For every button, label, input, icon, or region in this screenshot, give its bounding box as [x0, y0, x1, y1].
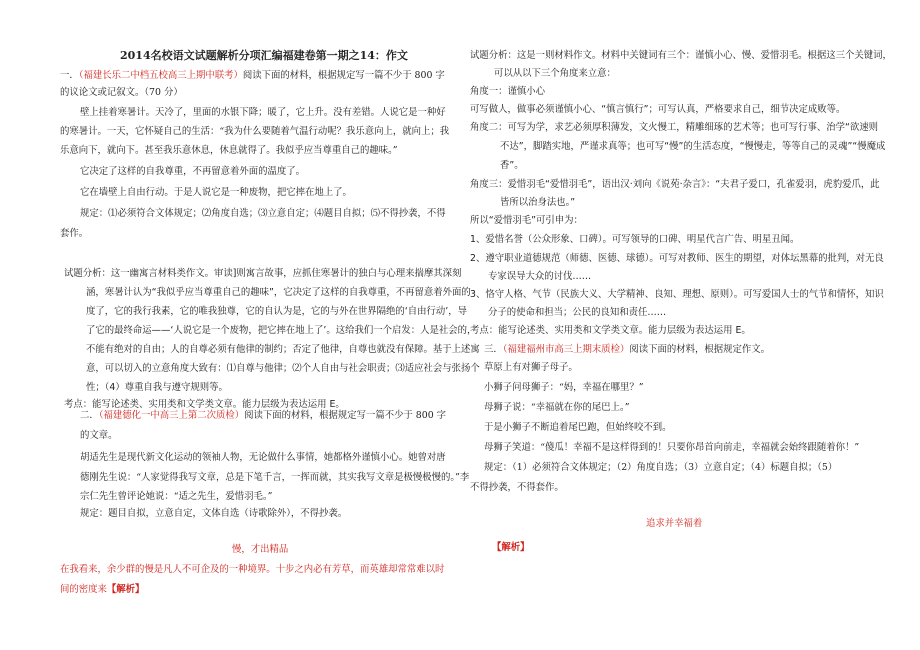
material-paragraph: 德刚先生说：“人家觉得我写文章，总是下笔千言，一挥而就，其实我写文章是极慢极慢的。”李 [80, 472, 470, 483]
analysis-paragraph: 可以从以下三个角度来立意： [494, 68, 616, 79]
writing-rules: 规定：题目自拟，立意自定，文体自选（诗歌除外），不得抄袭。 [80, 508, 348, 519]
material-paragraph: 草原上有对狮子母子。 [484, 362, 578, 373]
analysis-paragraph: 香”。 [500, 160, 524, 171]
essay-title: 慢，才出精品 [232, 544, 289, 555]
material-paragraph: 小狮子问母狮子：“妈，幸福在哪里？” [484, 382, 644, 393]
material-paragraph: 宗仁先生曾评论她说：“适之先生，爱惜羽毛。” [80, 491, 273, 502]
analysis-tag: 【解析】 [492, 542, 530, 553]
question-prompt: 阅读下面的材料，根据规定作文。 [629, 344, 770, 355]
essay-title: 追求并幸福着 [646, 518, 703, 529]
analysis-paragraph: 可写做人，做事必须谨慎小心、“慎言慎行”；可写认真，严格要求自己，细节决定成败等。 [470, 104, 846, 115]
question-source: （福建德化一中高三上第二次质检） [98, 410, 245, 421]
essay-excerpt: 在我看来，余少群的慢是凡人不可企及的一种境界。十步之内必有芳草，而英雄却常常难以时 [60, 564, 445, 575]
question-number: 三． [484, 344, 503, 355]
question-prompt-cont: 的议论文或记叙文。（70 分） [60, 87, 183, 98]
analysis-paragraph: 了它的最终命运——‘人说它是一个废物，把它摔在地上了’。这给我们一个启发：人是社会的， [86, 325, 477, 336]
material-paragraph: 它决定了这样的自我尊重，不再留意着外面的温度了。 [80, 166, 306, 177]
question-number: 一． [60, 70, 79, 81]
essay-excerpt-cont [60, 584, 144, 596]
list-item: 1、爱惜名誉（公众形象、口碑）。可写领导的口碑、明星代言广告、明星丑闻。 [470, 234, 800, 245]
material-paragraph: 壁上挂着寒暑计。天冷了，里面的水银下降；暖了，它上升。没有差错。人说它是一种好 [80, 107, 446, 118]
analysis-paragraph: 不能有绝对的自由；人的自尊必须有他律的制约；否定了他律，自尊也就没有保障。基于上述寓 [86, 344, 480, 355]
analysis-paragraph: 不达”，脚踏实地，严谨求真等；也可写“慢”的生活态度，“慢慢走，等等自己的灵魂”“慢魔成 [500, 141, 886, 152]
analysis-paragraph: 意，可以切入的立意角度大致有：⑴自尊与他律；⑵个人自由与社会职责；⑶适应社会与张扬个 [86, 363, 480, 374]
angle-heading: 角度一：谨慎小心 [470, 86, 546, 97]
writing-rules-cont: 套作。 [60, 228, 89, 239]
writing-rules: 规定：⑴必须符合文体规定；⑵角度自选；⑶立意自定；⑷题目自拟；⑸不得抄袭，不得 [80, 208, 446, 219]
analysis-paragraph: 涵，寒暑计认为“我似乎应当尊重自己的趣味”，它决定了这样的自我尊重，不再留意着外面的 [86, 287, 471, 298]
document-title: 2014名校语文试题解析分项汇编福建卷第一期之14：作文 [120, 49, 408, 62]
material-paragraph: 乐意向下，就向下。甚至我乐意休息，休息就得了。我似乎应当尊重自己的趣味。” [60, 145, 398, 156]
list-item: 3、恪守人格、气节（民族大义、大学精神、良知、理想、原则）。可写爱国人士的气节和情怀，知识 [470, 289, 884, 300]
angle-heading: 角度二：可写为学，求艺必须厚积薄发，文火慢工，精雕细琢的艺术等；也可写行事、治学“欲速则 [470, 122, 878, 133]
analysis-paragraph: 试题分析：这一幽寓言材料类作文。审读]则寓言故事，应抓住寒暑计的独白与心理来揣摩其深刻 [64, 268, 462, 279]
material-paragraph: 母狮子说：“幸福就在你的尾巴上。” [484, 402, 630, 413]
analysis-paragraph: 度了，它的我行我素，它的唯我独尊，它的自认为是，它的与外在世界隔绝的‘自由行动’，导 [86, 306, 467, 317]
test-point: 考点：能写论述类、实用类和文学类文章。能力层级为表达运用 E。 [64, 399, 345, 410]
question-prompt-cont: 的文章。 [80, 430, 118, 441]
analysis-paragraph: 所以“爱惜羽毛”可引申为： [470, 215, 583, 226]
list-item: 2、遵守职业道德规范（师德、医德、球德）。可写对教师、医生的期望，对体坛黑幕的批判，对无良 [470, 253, 884, 264]
list-item-cont: 分子的使命和担当；公民的良知和责任…… [488, 307, 667, 318]
question-source: （福建长乐二中档五校高三上期中联考） [78, 70, 243, 81]
essay-excerpt-text: 间的密度来 [60, 584, 107, 595]
material-paragraph: 胡适先生是现代新文化运动的领袖人物，无论做什么事情，她都格外谨慎小心。她曾对唐 [80, 452, 446, 463]
material-paragraph: 它在墙壁上自由行动。于是人说它是一种废物，把它摔在地上了。 [80, 187, 352, 198]
writing-rules: 规定：（1）必须符合文体规定；（2）角度自选；（3）立意自定；（4）标题自拟；（5） [484, 462, 838, 473]
analysis-paragraph: 试题分析：这是一则材料作文。材料中关键词有三个：谨慎小心、慢、爱惜羽毛。根据这三个关键词， [470, 50, 892, 61]
material-paragraph: 母狮子笑道：“傻瓜！幸福不是这样得到的！只要你昂首向前走，幸福就会始终跟随着你！” [484, 442, 860, 453]
test-point: 考点：能写论述类、实用类和文学类文章。能力层级为表达运用 E。 [470, 325, 751, 336]
question-prompt: 阅读下面的材料，根据规定写一篇不少于 800 字 [244, 410, 447, 421]
analysis-paragraph: 皆所以治身法也。” [500, 197, 576, 208]
angle-heading: 角度三：爱惜羽毛“爱惜羽毛”，语出汉·刘向《说苑·杂言》：“夫君子爱口，孔雀爱羽，虎豹爱爪，此 [470, 179, 880, 190]
question-prompt: 阅读下面的材料，根据规定写一篇不少于 800 字 [242, 70, 445, 81]
analysis-paragraph: 性；（4）尊重自我与遵守规则等。 [86, 382, 228, 393]
question-2-header [80, 410, 446, 422]
writing-rules-cont: 不得抄袭，不得套作。 [470, 482, 564, 493]
question-number: 二． [80, 410, 99, 421]
material-paragraph: 于是小狮子不断追着尾巴跑，但始终咬不到。 [484, 422, 672, 433]
question-source: （福建福州市高三上期末质检） [502, 344, 630, 355]
question-3-header [484, 344, 770, 356]
question-1-header [60, 70, 445, 82]
list-item-cont: 专家误导大众的讨伐…… [488, 271, 592, 282]
material-paragraph: 的寒暑计。一天，它怀疑自己的生活：“我为什么要随着气温行动呢？我乐意向上，就向上；我 [60, 126, 450, 137]
analysis-tag: 【解析】 [106, 584, 145, 595]
